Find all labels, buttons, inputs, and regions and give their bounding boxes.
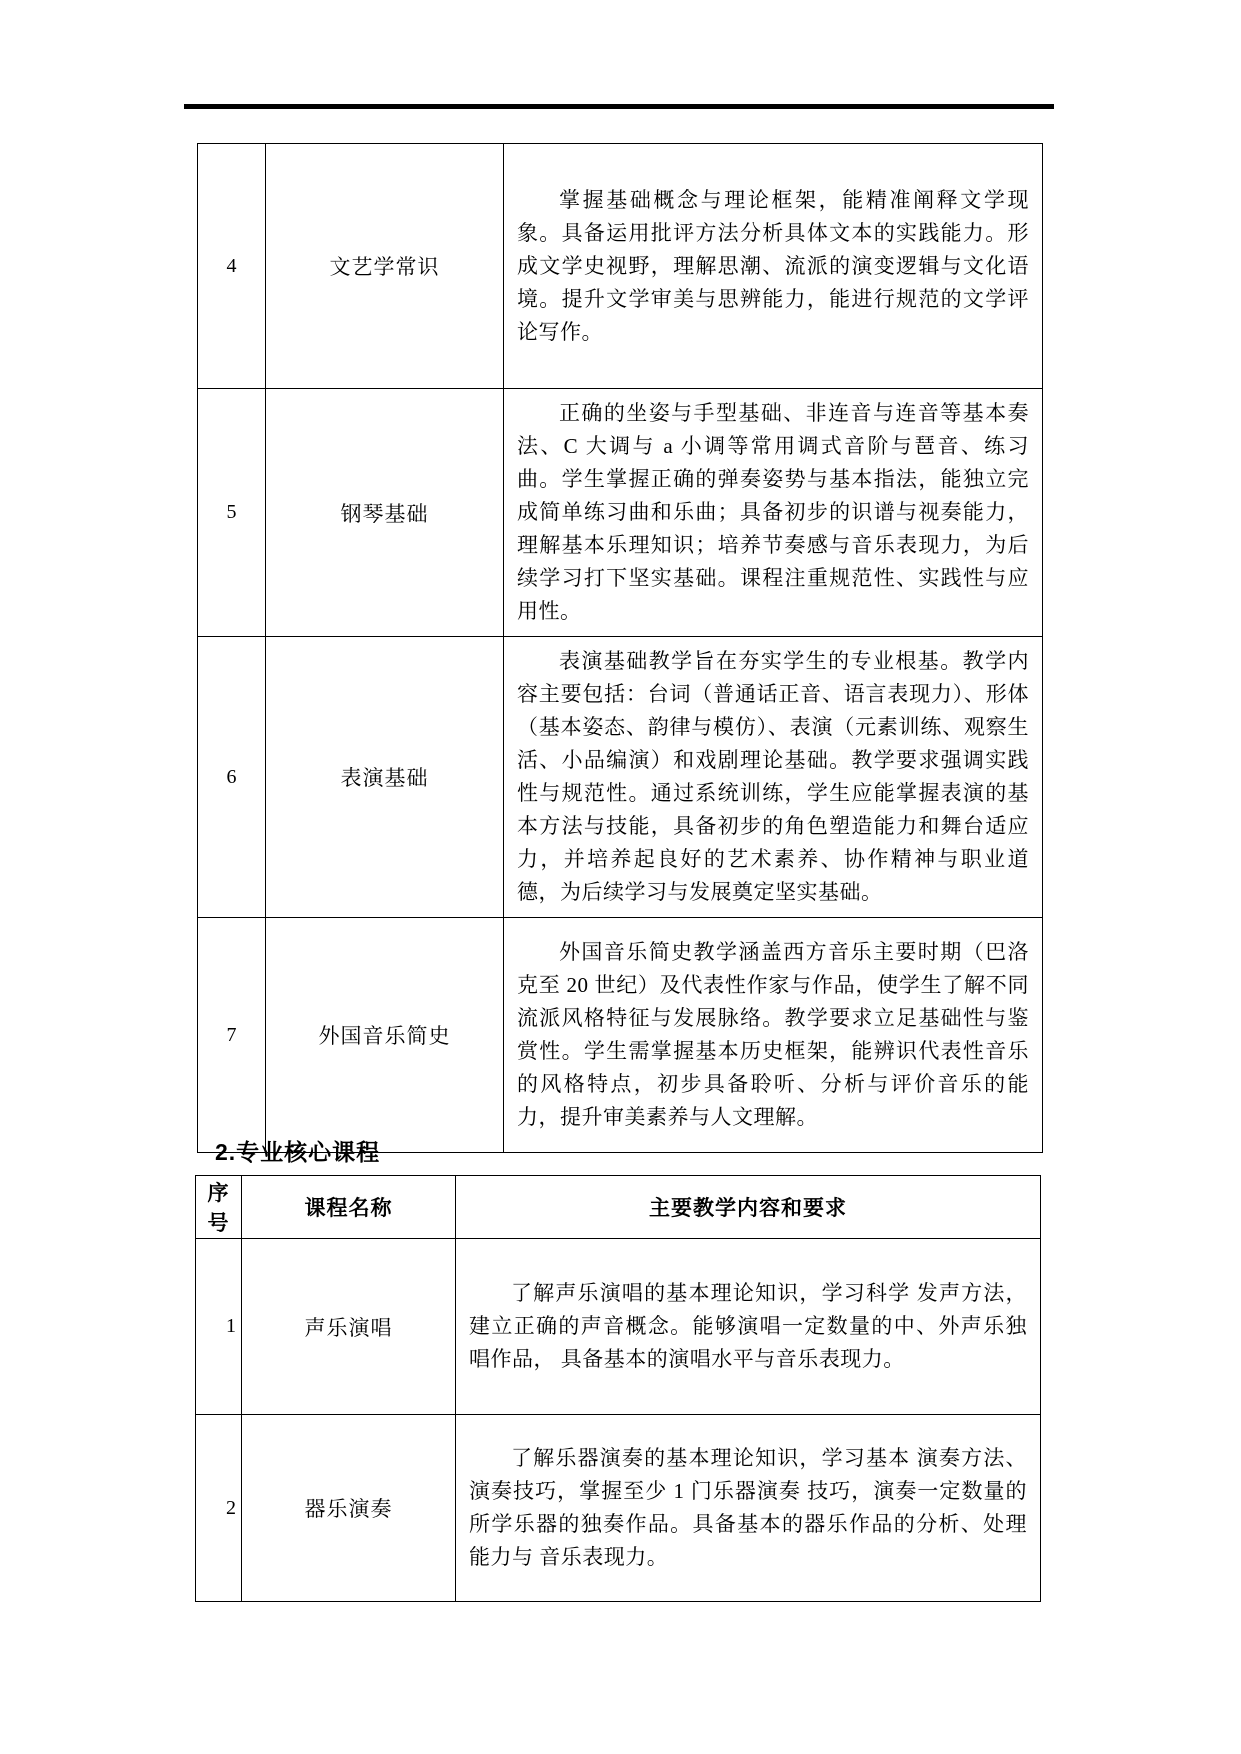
course-desc-cell: 掌握基础概念与理论框架，能精准阐释文学现象。具备运用批评方法分析具体文本的实践能力。形成文学史视野，理解思潮、流派的演变逻辑与文化语境。提升文学审美与思辨能力，能进行规范的文学评论写作。 bbox=[504, 144, 1043, 389]
row-number-cell: 7 bbox=[198, 918, 266, 1153]
header-cell-content: 主要教学内容和要求 bbox=[456, 1176, 1041, 1239]
table-row bbox=[196, 1239, 1041, 1415]
course-name-cell: 表演基础 bbox=[266, 637, 504, 918]
row-number-cell: 1 bbox=[196, 1239, 242, 1415]
header-cell-course-name: 课程名称 bbox=[242, 1176, 456, 1239]
section-heading: 2.专业核心课程 bbox=[215, 1139, 381, 1165]
courses-table-continued bbox=[197, 143, 1043, 1153]
table-row bbox=[198, 144, 1043, 389]
table-header-row bbox=[196, 1176, 1041, 1239]
table-row bbox=[198, 389, 1043, 637]
header-cell-number: 序号 bbox=[196, 1176, 242, 1239]
course-desc-cell: 正确的坐姿与手型基础、非连音与连音等基本奏法、C 大调与 a 小调等常用调式音阶与琶音、练习曲。学生掌握正确的弹奏姿势与基本指法，能独立完成简单练习曲和乐曲；具备初步的识谱与视奏能力，理解基本乐理知识；培养节奏感与音乐表现力，为后续学习打下坚实基础。课程注重规范性、实践性与应用性。 bbox=[504, 389, 1043, 637]
course-name-cell: 器乐演奏 bbox=[242, 1415, 456, 1602]
row-number-cell: 6 bbox=[198, 637, 266, 918]
row-number-cell: 2 bbox=[196, 1415, 242, 1602]
row-number-cell: 5 bbox=[198, 389, 266, 637]
course-desc-cell: 外国音乐简史教学涵盖西方音乐主要时期（巴洛克至 20 世纪）及代表性作家与作品，使学生了解不同流派风格特征与发展脉络。教学要求立足基础性与鉴赏性。学生需掌握基本历史框架，能辨识代表性音乐的风格特点，初步具备聆听、分析与评价音乐的能力，提升审美素养与人文理解。 bbox=[504, 918, 1043, 1153]
table-row bbox=[198, 918, 1043, 1153]
course-name-cell: 文艺学常识 bbox=[266, 144, 504, 389]
course-name-cell: 声乐演唱 bbox=[242, 1239, 456, 1415]
table-row bbox=[196, 1415, 1041, 1602]
table-row bbox=[198, 637, 1043, 918]
header-rule bbox=[184, 104, 1054, 109]
course-name-cell: 钢琴基础 bbox=[266, 389, 504, 637]
course-desc-cell: 了解乐器演奏的基本理论知识，学习基本 演奏方法、演奏技巧，掌握至少 1 门乐器演奏 技巧，演奏一定数量的所学乐器的独奏作品。具备基本的器乐作品的分析、处理能力与 音乐表现力。 bbox=[456, 1415, 1041, 1602]
core-courses-table bbox=[195, 1175, 1041, 1602]
course-desc-cell: 了解声乐演唱的基本理论知识，学习科学 发声方法，建立正确的声音概念。能够演唱一定数量的中、外声乐独唱作品， 具备基本的演唱水平与音乐表现力。 bbox=[456, 1239, 1041, 1415]
course-name-cell: 外国音乐简史 bbox=[266, 918, 504, 1153]
course-desc-cell: 表演基础教学旨在夯实学生的专业根基。教学内容主要包括：台词（普通话正音、语言表现力）、形体（基本姿态、韵律与模仿）、表演（元素训练、观察生活、小品编演）和戏剧理论基础。教学要求强调实践性与规范性。通过系统训练，学生应能掌握表演的基本方法与技能，具备初步的角色塑造能力和舞台适应力，并培养起良好的艺术素养、协作精神与职业道德，为后续学习与发展奠定坚实基础。 bbox=[504, 637, 1043, 918]
row-number-cell: 4 bbox=[198, 144, 266, 389]
